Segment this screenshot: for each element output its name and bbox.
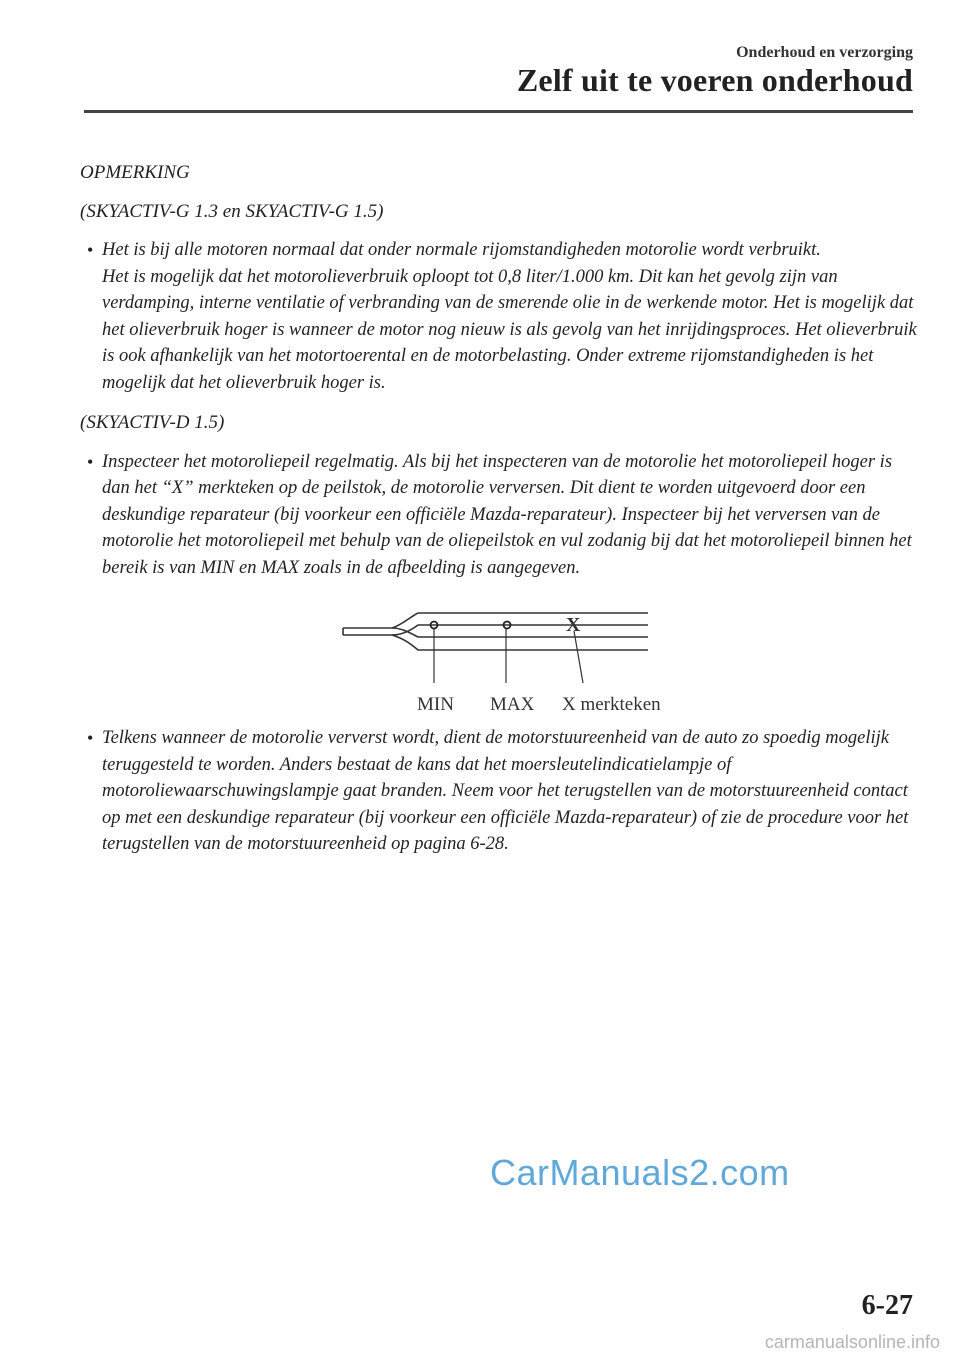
section-heading-skyactiv-g: (SKYACTIV-G 1.3 en SKYACTIV-G 1.5) [80, 200, 384, 222]
min-label: MIN [417, 694, 454, 715]
header-divider [84, 110, 913, 113]
bullet-item [80, 449, 920, 582]
bullet-dot: • [87, 728, 94, 748]
bullet-dot: • [87, 240, 94, 260]
watermark-logo: CarManuals2.com [490, 1152, 790, 1193]
bullet-item [80, 725, 920, 858]
bullet-text: Inspecteer het motoroliepeil regelmatig. Als bij het inspecteren van de motorolie het motoroliepeil hoger is dan het “X” merkteken op de peilstok, de motorolie verversen. Dit dient te worden uitgevoerd door een deskundige reparateur (bij voorkeur een officiële Mazda-reparateur). Inspecteer bij het verversen van de motorolie het motoroliepeil met behulp van de oliepeilstok en vul zodanig bij dat het motoroliepeil binnen het bereik is van MIN en MAX zoals in de afbeelding is aangegeven. [102, 451, 912, 578]
dipstick-figure [0, 595, 960, 725]
max-label: MAX [490, 694, 535, 715]
note-label: OPMERKING [80, 162, 190, 183]
bullet-text: Het is mogelijk dat het motorolieverbruik oploopt tot 0,8 liter/1.000 km. Dit kan het gevolg zijn van verdamping, interne ventilatie of verbranding van de smerende olie in de werkende motor. Het is mogelijk dat het olieverbruik hoger is wanneer de motor nog nieuw is als gevolg van het inrijdingsproces. Het olieverbruik is ook afhankelijk van het motortoerental en de motorbelasting. Onder extreme rijomstandigheden is het mogelijk dat het olieverbruik hoger is. [102, 266, 917, 393]
bullet-dot: • [87, 451, 94, 472]
x-mark-label: X merkteken [562, 694, 661, 715]
bullet-item [80, 237, 920, 396]
section-heading-skyactiv-d: (SKYACTIV-D 1.5) [80, 412, 225, 433]
x-mark-glyph: X [566, 614, 581, 636]
bullet-text: Telkens wanneer de motorolie ververst wordt, dient de motorstuureenheid van de auto zo spoedig mogelijk teruggesteld te worden. Anders bestaat de kans dat het moersleutelindicatielampje of motoroliewaarschuwingslampje gaat branden. Neem voor het terugstellen van de motorstuureenheid contact op met een deskundige reparateur (bij voorkeur een officiële Mazda-reparateur) of zie de procedure voor het terugstellen van de motorstuureenheid op pagina 6-28. [102, 728, 909, 854]
page-title: Zelf uit te voeren onderhoud [516, 62, 913, 98]
footer-site-link[interactable]: carmanualsonline.info [764, 1332, 940, 1352]
page-content [80, 160, 920, 872]
bullet-text: Het is bij alle motoren normaal dat onder normale rijomstandigheden motorolie wordt verbruikt. [102, 240, 821, 260]
dipstick-illustration [0, 595, 960, 725]
page-number: 6-27 [861, 1290, 913, 1321]
header-section-label: Onderhoud en verzorging [736, 44, 913, 61]
